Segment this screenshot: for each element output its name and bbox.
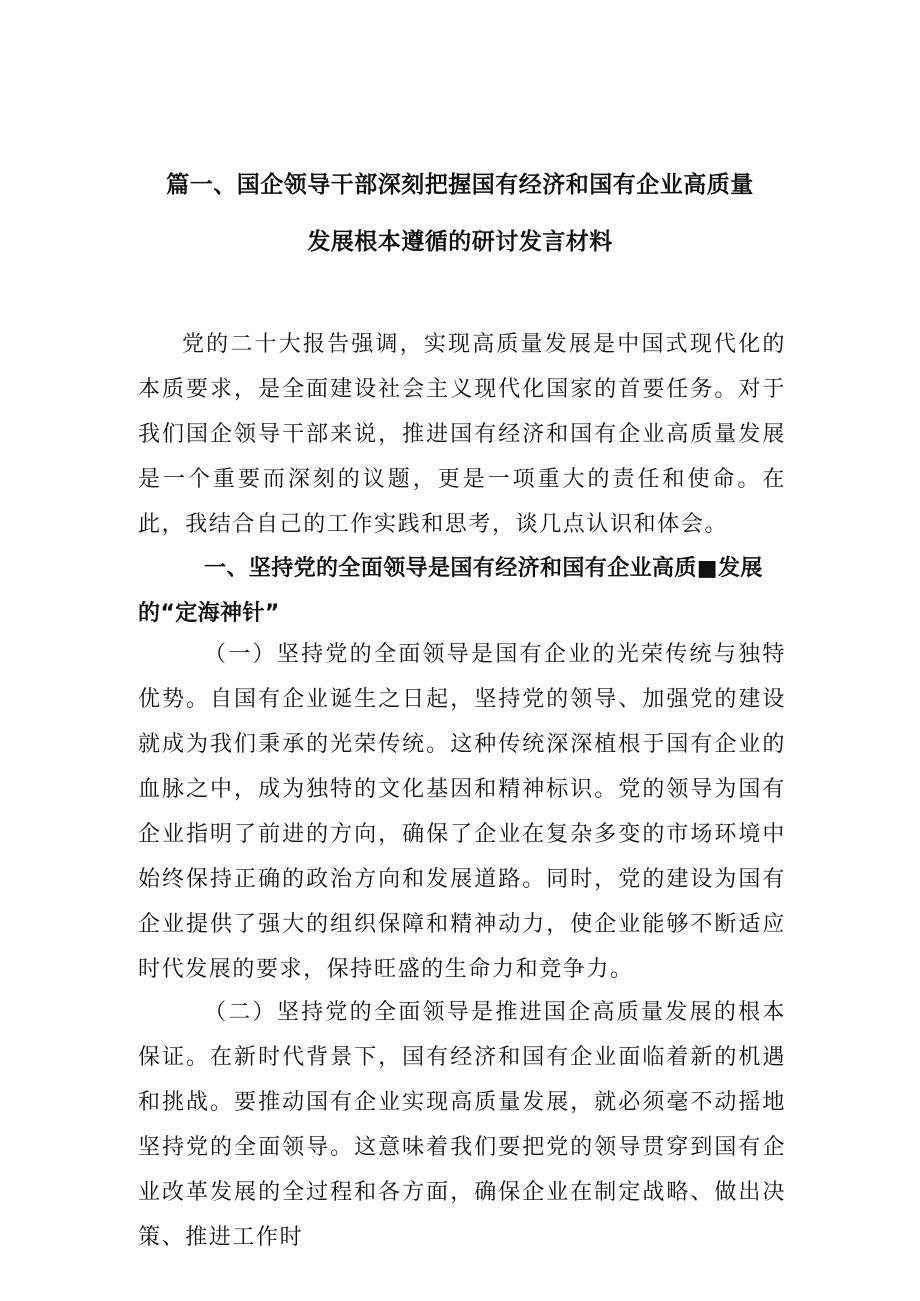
paragraph-2: （二）坚持党的全面领导是推进国企高质量发展的根本保证。在新时代背景下，国有经济和国有企业面临着新的机遇和挑战。要推动国有企业实现高质量发展，就必须毫不动摇地坚持党的全面领导。这意味着我们要把党的领导贯穿到国有企业改革发展的全过程和各方面，确保企业在制定战略、做出决策、推进工作时 xyxy=(138,1000,786,1250)
document-title-line-2: 发展根本遵循的研讨发言材料 xyxy=(307,229,613,255)
section-1-heading: 一、坚持党的全面领导是国有经济和国有企业高质■发展的“定海神针” xyxy=(138,556,763,626)
paragraph-1: （一）坚持党的全面领导是国有企业的光荣传统与独特优势。自国有企业诞生之日起，坚持党的领导、加强党的建设就成为我们秉承的光荣传统。这种传统深深植根于国有企业的血脉之中，成为独特的文化基因和精神标识。党的领导为国有企业指明了前进的方向，确保了企业在复杂多变的市场环境中始终保持正确的政治方向和发展道路。同时，党的建设为国有企业提供了强大的组织保障和精神动力，使企业能够不断适应时代发展的要求，保持旺盛的生命力和竞争力。 xyxy=(138,642,786,982)
document-title-line-1: 篇一、国企领导干部深刻把握国有经济和国有企业高质量 xyxy=(166,172,754,198)
intro-paragraph: 党的二十大报告强调，实现高质量发展是中国式现代化的本质要求，是全面建设社会主义现代化国家的首要任务。对于我们国企领导干部来说，推进国有经济和国有企业高质量发展是一个重要而深刻的议题，更是一项重大的责任和使命。在此，我结合自己的工作实践和思考，谈几点认识和体会。 xyxy=(138,332,786,537)
